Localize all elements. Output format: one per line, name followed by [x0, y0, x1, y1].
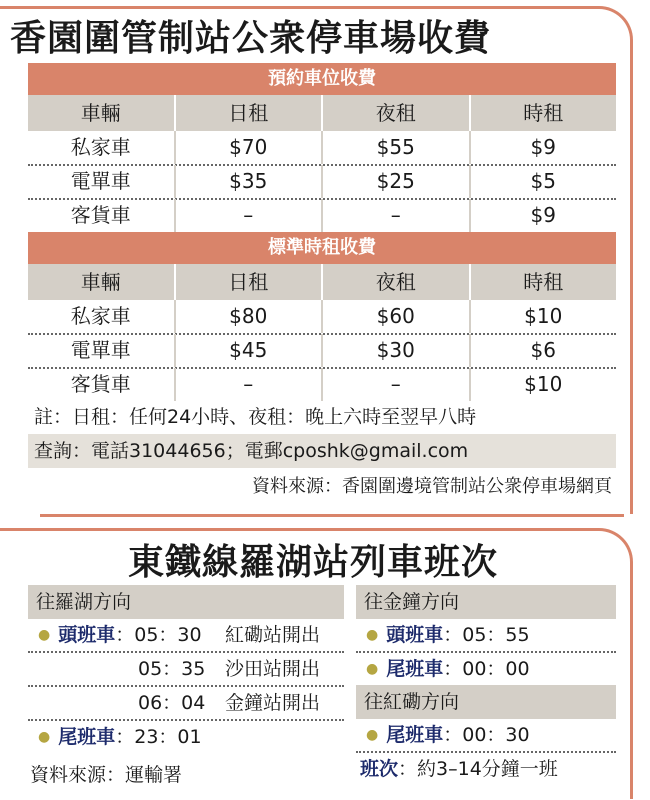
last-train-time: ：23：01 — [115, 726, 202, 748]
lowu-third-time: 06：04 — [138, 692, 206, 714]
bullet-icon: ● — [366, 627, 379, 643]
cell: 電單車 — [28, 334, 176, 367]
cell: $55 — [323, 131, 471, 164]
admiralty-direction-heading: 往金鐘方向 — [356, 585, 616, 619]
standard-heading: 標準時租收費 — [28, 232, 616, 264]
cell: $10 — [524, 372, 563, 396]
first-train-time: ：05：55 — [443, 624, 530, 646]
divider — [356, 751, 616, 753]
cell: $80 — [176, 300, 324, 333]
last-train-label: 尾班車 — [58, 726, 116, 748]
cell: – — [323, 199, 471, 232]
column-header-night: 夜租 — [323, 264, 471, 300]
column-header-vehicle: 車輛 — [28, 264, 176, 300]
cell: 客貨車 — [28, 199, 176, 232]
bullet-icon: ● — [38, 627, 51, 643]
cell: $10 — [524, 304, 563, 328]
cell: 客貨車 — [28, 368, 176, 401]
cell: $45 — [176, 334, 324, 367]
bullet-icon: ● — [366, 727, 379, 743]
column-header-hourly: 時租 — [523, 101, 564, 125]
table-row — [28, 165, 616, 200]
lowu-last-train — [38, 721, 202, 753]
lowu-third-station: 金鐘站開出 — [225, 692, 321, 714]
lowu-second-station: 沙田站開出 — [225, 658, 321, 680]
hunghom-direction-heading: 往紅磡方向 — [356, 685, 616, 719]
first-train-time: ：05：30 — [115, 624, 202, 646]
last-train-label: 尾班車 — [386, 658, 444, 680]
cell: $60 — [323, 300, 471, 333]
column-header-hourly: 時租 — [523, 270, 564, 294]
cell: $25 — [323, 165, 471, 198]
train-title: 東鐵線羅湖站列車班次 — [128, 542, 499, 583]
first-train-label: 頭班車 — [386, 624, 444, 646]
parking-source: 資料來源：香園圍邊境管制站公衆停車場網頁 — [252, 476, 612, 497]
last-train-time: ：00：30 — [443, 724, 530, 746]
standard-table-header — [28, 264, 616, 300]
lowu-first-station: 紅磡站開出 — [225, 624, 321, 646]
table-row — [28, 368, 616, 401]
frequency-label: 班次 — [360, 758, 399, 780]
bullet-icon: ● — [366, 661, 379, 677]
panel-divider — [40, 514, 624, 517]
column-header-daily: 日租 — [176, 95, 324, 131]
cell: $30 — [323, 334, 471, 367]
lowu-first-train — [38, 619, 202, 651]
enquiry-line: 查詢：電話31044656；電郵cposhk@gmail.com — [28, 434, 616, 468]
admiralty-first-train — [366, 619, 530, 651]
cell: $9 — [530, 203, 556, 227]
frequency-text: ：約3–14分鐘一班 — [398, 758, 558, 780]
reserved-table-header — [28, 95, 616, 131]
cell: $5 — [530, 169, 556, 193]
train-source: 資料來源：運輸署 — [30, 764, 183, 786]
cell: 私家車 — [28, 300, 176, 333]
cell: $35 — [176, 165, 324, 198]
fee-note: 註：日租：任何24小時、夜租：晚上六時至翌早八時 — [34, 406, 477, 428]
table-row — [28, 300, 616, 335]
last-train-label: 尾班車 — [386, 724, 444, 746]
cell: – — [176, 368, 324, 401]
first-train-label: 頭班車 — [58, 624, 116, 646]
cell: $9 — [530, 135, 556, 159]
cell: $70 — [176, 131, 324, 164]
column-header-daily: 日租 — [176, 264, 324, 300]
column-header-night: 夜租 — [323, 95, 471, 131]
cell: – — [323, 368, 471, 401]
table-row — [28, 199, 616, 232]
train-frequency — [360, 754, 558, 781]
reserved-heading: 預約車位收費 — [28, 63, 616, 95]
cell: 私家車 — [28, 131, 176, 164]
lowu-second-time: 05：35 — [138, 658, 206, 680]
hunghom-last-train — [366, 719, 530, 751]
bullet-icon: ● — [38, 729, 51, 745]
cell: 電單車 — [28, 165, 176, 198]
table-row — [28, 131, 616, 166]
cell: – — [176, 199, 324, 232]
parking-title: 香園圍管制站公衆停車場收費 — [10, 18, 492, 59]
lowu-direction-heading: 往羅湖方向 — [28, 585, 344, 619]
table-row — [28, 334, 616, 369]
admiralty-last-train — [366, 653, 530, 685]
last-train-time: ：00：00 — [443, 658, 530, 680]
cell: $6 — [530, 338, 556, 362]
column-header-vehicle: 車輛 — [28, 95, 176, 131]
